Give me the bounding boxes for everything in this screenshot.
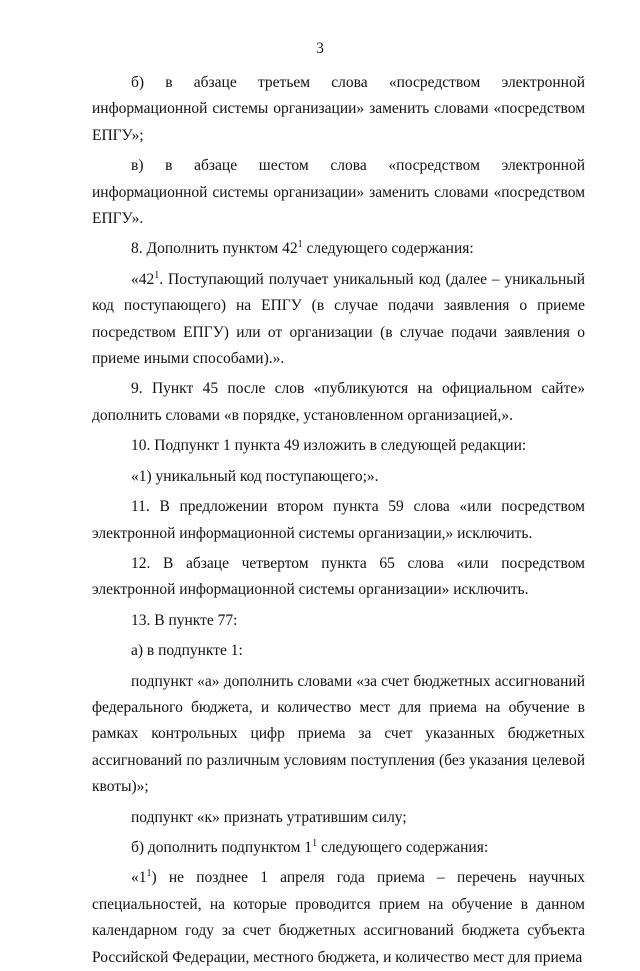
- paragraph-13a-podpunkt-a: подпункт «а» дополнить словами «за счет бюджетных ассигнований федерального бюджета, и количество мест для приема на обучение в рамках контрольных цифр приема за счет указанных бюджетных ассигнований по различным условиям поступления (без указания целевой квоты)»;: [92, 672, 585, 796]
- paragraph-1v: в) в абзаце шестом слова «посредством электронной информационной системы организации» заменить словами «посредством ЕПГУ».: [92, 157, 585, 228]
- paragraph-13b: б) дополнить подпунктом $1^1$ следующего содержания:: [131, 837, 489, 856]
- paragraph-8: 8. Дополнить пунктом $42^1$ следующего содержания:: [131, 239, 474, 258]
- paragraph-10-1: «1) уникальный код поступающего;».: [131, 467, 379, 485]
- document-body: [92, 70, 585, 971]
- paragraph-42-1: «$42^1$. Поступающий получает уникальный код (далее – уникальный код поступающего) на ЕПГУ (в случае подачи заявления о приеме посредством ЕПГУ) или от организации (в случае подачи заявления о приеме иными способами).».: [92, 269, 585, 368]
- paragraph-10: 10. Подпункт 1 пункта 49 изложить в следующей редакции:: [131, 437, 527, 455]
- paragraph-1-1: «$1^1$) не позднее 1 апреля года приема – перечень научных специальностей, на которые проводится прием на обучение в данном календарном году за счет бюджетных ассигнований бюджета субъекта Российской Федерации, местного бюджета, и количество мест для приема: [92, 868, 585, 966]
- page-number: 3: [316, 40, 324, 57]
- paragraph-12: 12. В абзаце четвертом пункта 65 слова «или посредством электронной информационной системы организации» исключить.: [92, 554, 585, 599]
- paragraph-13: 13. В пункте 77:: [131, 611, 238, 629]
- paragraph-9: 9. Пункт 45 после слов «публикуются на официальном сайте» дополнить словами «в порядке, установленном организацией,».: [92, 380, 585, 424]
- paragraph-11: 11. В предложении втором пункта 59 слова «или посредством электронной информационной системы организации,» исключить.: [92, 498, 585, 542]
- paragraph-13a: а) в подпункте 1:: [131, 642, 243, 660]
- paragraph-13a-podpunkt-k: подпункт «к» признать утратившим силу;: [131, 808, 407, 826]
- paragraph-1b: б) в абзаце третьем слова «посредством электронной информационной системы организации» заменить словами «посредством ЕПГУ»;: [92, 74, 585, 144]
